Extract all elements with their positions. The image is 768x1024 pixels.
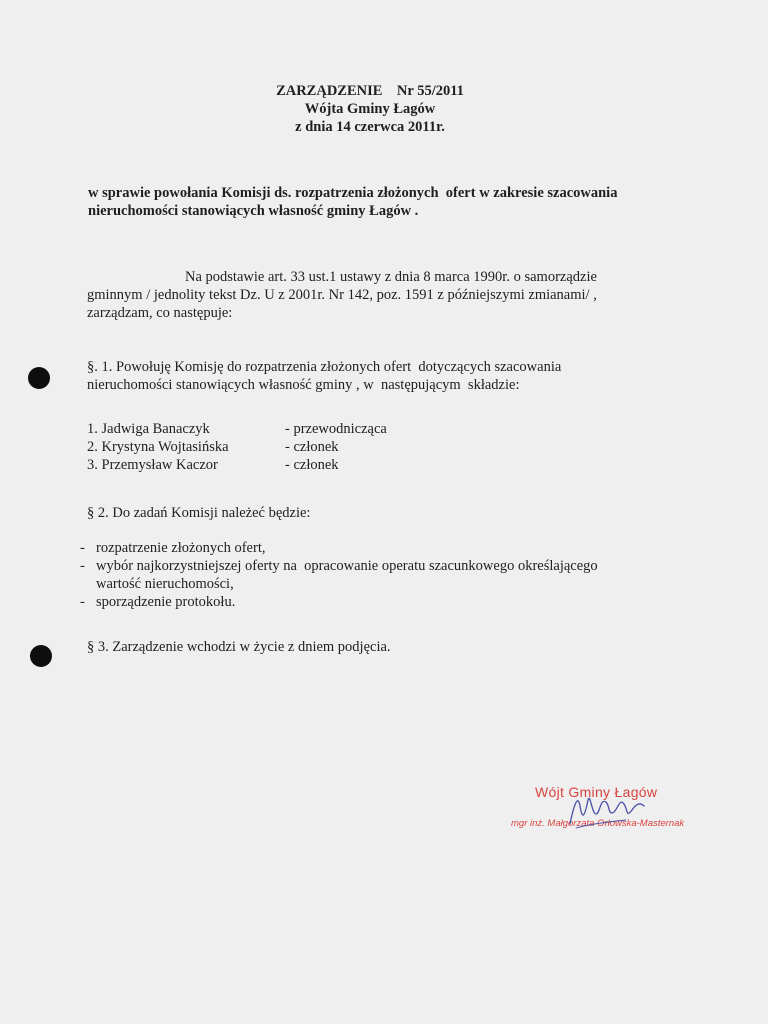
list-dash: - (80, 558, 85, 574)
member-name: 1. Jadwiga Banaczyk (87, 421, 210, 437)
commission-members (87, 420, 487, 474)
member-row (87, 438, 487, 456)
subject-line-1: w sprawie powołania Komisji ds. rozpatrzenia złożonych ofert w zakresie szacowania (88, 185, 618, 201)
punch-hole (28, 367, 50, 389)
list-item-continuation: wartość nieruchomości, (96, 576, 234, 592)
basis-line-2: gminnym / jednolity tekst Dz. U z 2001r. Nr 142, poz. 1591 z późniejszymi zmianami/ , (87, 287, 597, 303)
section-1-line-2: nieruchomości stanowiących własność gminy , w następującym składzie: (87, 377, 520, 393)
signature (566, 784, 646, 834)
member-role: - członek (285, 457, 339, 473)
list-item-text: wybór najkorzystniejszej oferty na opracowanie operatu szacunkowego określającego (96, 558, 598, 574)
section-1 (87, 358, 687, 394)
list-dash: - (80, 540, 85, 556)
member-role: - przewodnicząca (285, 421, 387, 437)
stamp-name: mgr inż. Małgorzata Orłowska-Masternak (511, 818, 685, 829)
list-item (80, 593, 700, 611)
subject-line-2: nieruchomości stanowiących własność gminy Łagów . (88, 203, 419, 219)
list-item (80, 557, 700, 575)
list-item-text: rozpatrzenie złożonych ofert, (96, 540, 266, 556)
list-dash: - (80, 594, 85, 610)
list-item (80, 539, 700, 557)
header-date: z dnia 14 czerwca 2011r. (295, 119, 445, 135)
section-1-line-1: §. 1. Powołuję Komisję do rozpatrzenia złożonych ofert dotyczących szacowania (87, 359, 562, 375)
header-issuer: Wójta Gminy Łagów (304, 101, 436, 117)
stamp-title: Wójt Gminy Łagów (535, 784, 658, 800)
basis-line-3: zarządzam, co następuje: (87, 305, 233, 321)
member-row (87, 456, 487, 474)
document-subject (88, 184, 688, 220)
list-item-text: sporządzenie protokołu. (96, 594, 236, 610)
member-name: 2. Krystyna Wojtasińska (87, 439, 229, 455)
basis-line-1: Na podstawie art. 33 ust.1 ustawy z dnia 8 marca 1990r. o samorządzie (185, 269, 597, 285)
member-name: 3. Przemysław Kaczor (87, 457, 218, 473)
member-role: - członek (285, 439, 339, 455)
section-2-title: § 2. Do zadań Komisji należeć będzie: (87, 505, 311, 521)
member-row (87, 420, 487, 438)
punch-hole (30, 645, 52, 667)
section-3: § 3. Zarządzenie wchodzi w życie z dniem podjęcia. (87, 639, 391, 655)
section-2-list (80, 539, 700, 611)
legal-basis (87, 268, 687, 322)
header-title: ZARZĄDZENIE Nr 55/2011 (276, 83, 464, 99)
document-header (190, 82, 550, 136)
